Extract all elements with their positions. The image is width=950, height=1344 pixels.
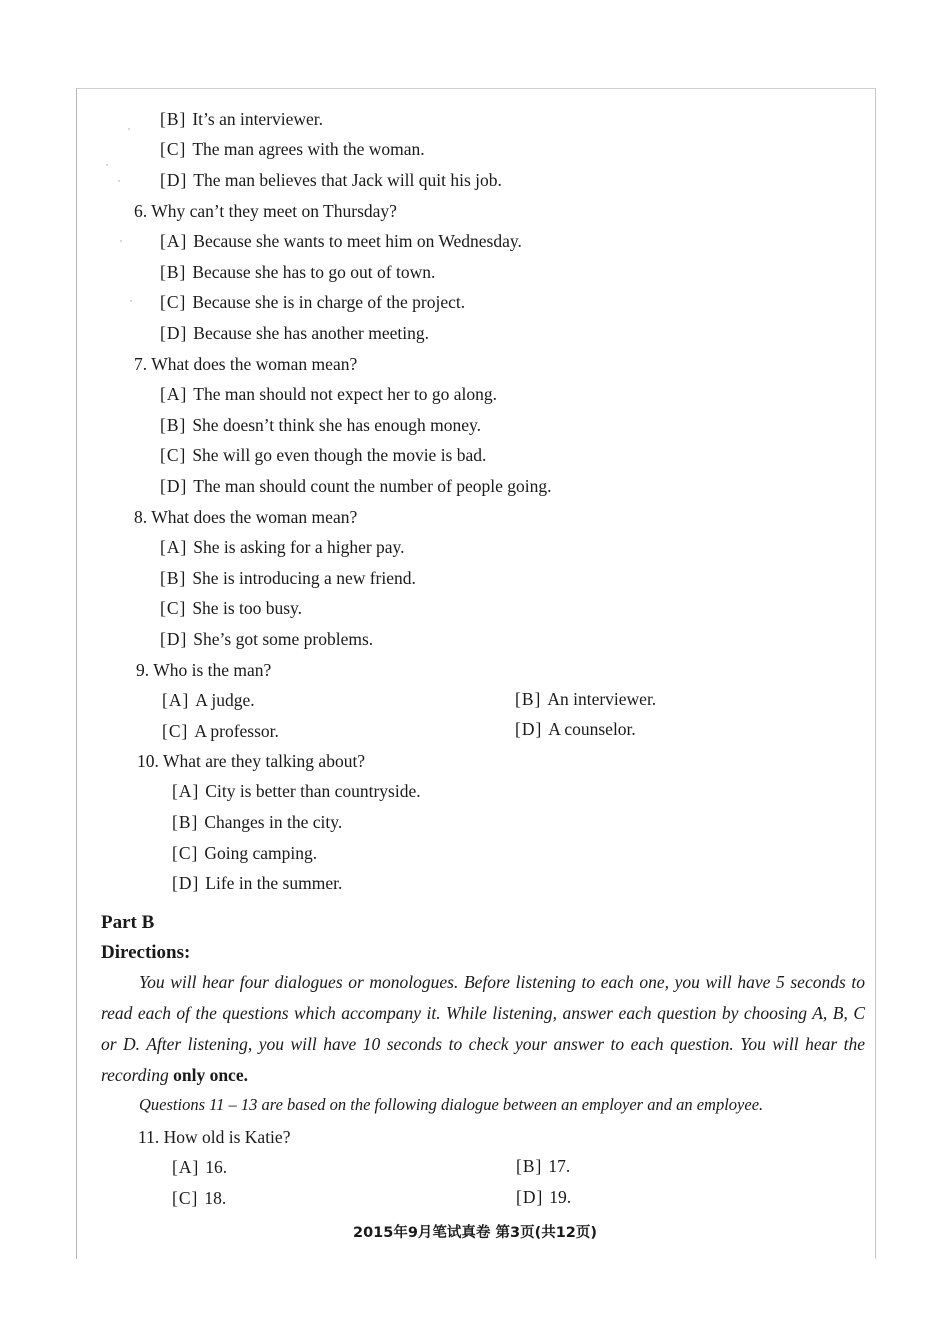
q10-option-b[interactable] [172, 811, 342, 833]
q5-option-d[interactable] [160, 169, 502, 191]
option-text: She is too busy. [192, 598, 303, 618]
option-letter: [B] [160, 415, 187, 435]
option-letter: [A] [160, 537, 188, 557]
option-letter: [A] [172, 781, 200, 801]
q10-option-c[interactable] [172, 842, 317, 864]
option-letter: [D] [160, 476, 188, 496]
option-letter: [D] [160, 170, 188, 190]
q10-option-a[interactable] [172, 780, 421, 802]
part-b-title: Part B [101, 912, 155, 933]
q9-option-d[interactable] [515, 718, 636, 740]
q11-option-d[interactable] [516, 1186, 571, 1208]
option-text: She’s got some problems. [193, 629, 374, 649]
question-text: Why can’t they meet on Thursday? [151, 201, 397, 221]
question-number: 9. [136, 660, 150, 680]
q9-option-c[interactable] [162, 720, 279, 742]
q8-question [134, 506, 357, 528]
directions-label: Directions: [101, 942, 191, 963]
q10-question [137, 750, 365, 772]
option-letter: [C] [162, 721, 189, 741]
q11-option-b[interactable] [516, 1155, 570, 1177]
question-number: 6. [134, 201, 148, 221]
question-text: Who is the man? [153, 660, 272, 680]
q9-option-a[interactable] [162, 689, 255, 711]
option-text: An interviewer. [547, 689, 657, 709]
option-text: Because she has to go out of town. [192, 262, 436, 282]
option-letter: [B] [160, 109, 187, 129]
option-text: The man believes that Jack will quit his job. [193, 170, 502, 190]
option-letter: [D] [160, 323, 188, 343]
q10-option-d[interactable] [172, 872, 342, 894]
q8-option-b[interactable] [160, 567, 416, 589]
q6-option-d[interactable] [160, 322, 429, 344]
option-letter: [D] [515, 719, 543, 739]
option-letter: [D] [516, 1187, 544, 1207]
q6-option-a[interactable] [160, 230, 522, 252]
q8-option-c[interactable] [160, 597, 302, 619]
option-text: City is better than countryside. [205, 781, 421, 801]
q11-option-a[interactable] [172, 1156, 227, 1178]
option-letter: [C] [160, 445, 187, 465]
scan-speck [120, 240, 122, 242]
option-letter: [A] [162, 690, 190, 710]
directions-emphasis: only once. [173, 1065, 248, 1085]
option-text: 18. [204, 1188, 227, 1208]
option-text: Going camping. [204, 843, 318, 863]
q9-option-b[interactable] [515, 688, 656, 710]
directions-text: You will hear four dialogues or monologues. Before listening to each one, you will have 5 seconds to read each of the questions which accompany it. While listening, answer each question by choosing A, B, C or D. After listening, you will have 10 seconds to check your answer to each question. You will hear the recording [101, 972, 865, 1085]
q7-option-d[interactable] [160, 475, 551, 497]
q9-question [136, 659, 271, 681]
question-text: What does the woman mean? [151, 507, 358, 527]
option-letter: [C] [160, 292, 187, 312]
directions-paragraph [101, 967, 865, 1091]
option-text: Life in the summer. [205, 873, 343, 893]
option-letter: [A] [160, 231, 188, 251]
q11-question [138, 1126, 290, 1148]
scan-speck [118, 180, 120, 182]
option-text: It’s an interviewer. [192, 109, 324, 129]
option-letter: [A] [172, 1157, 200, 1177]
option-letter: [A] [160, 384, 188, 404]
scan-speck [130, 300, 132, 302]
question-number: 8. [134, 507, 148, 527]
option-letter: [B] [516, 1156, 543, 1176]
option-text: 16. [205, 1157, 228, 1177]
option-text: A professor. [194, 721, 279, 741]
option-text: A judge. [195, 690, 255, 710]
q7-option-c[interactable] [160, 444, 486, 466]
q8-option-a[interactable] [160, 536, 405, 558]
option-text: She doesn’t think she has enough money. [192, 415, 482, 435]
option-letter: [B] [160, 568, 187, 588]
option-letter: [C] [172, 1188, 199, 1208]
scan-speck [106, 164, 108, 166]
option-letter: [C] [172, 843, 199, 863]
q11-option-c[interactable] [172, 1187, 226, 1209]
question-text: How old is Katie? [163, 1127, 291, 1147]
question-number: 11. [138, 1127, 160, 1147]
option-text: 19. [549, 1187, 572, 1207]
option-text: The man agrees with the woman. [192, 139, 425, 159]
q6-option-b[interactable] [160, 261, 435, 283]
option-text: Because she is in charge of the project. [192, 292, 466, 312]
questions-note: Questions 11 – 13 are based on the following dialogue between an employer and an employee. [139, 1095, 764, 1114]
q6-option-c[interactable] [160, 291, 465, 313]
option-text: The man should count the number of people going. [193, 476, 552, 496]
option-letter: [D] [160, 629, 188, 649]
q5-option-c[interactable] [160, 138, 425, 160]
option-text: She is introducing a new friend. [192, 568, 416, 588]
option-text: She will go even though the movie is bad. [192, 445, 487, 465]
q6-question [134, 200, 397, 222]
option-letter: [C] [160, 139, 187, 159]
option-letter: [B] [160, 262, 187, 282]
q5-option-b[interactable] [160, 108, 323, 130]
page-footer: 2015年9月笔试真卷 第3页(共12页) [352, 1225, 597, 1241]
option-text: Because she has another meeting. [193, 323, 429, 343]
q7-option-a[interactable] [160, 383, 497, 405]
option-text: Because she wants to meet him on Wednesday. [193, 231, 522, 251]
q8-option-d[interactable] [160, 628, 373, 650]
option-text: A counselor. [548, 719, 636, 739]
option-letter: [B] [172, 812, 199, 832]
question-number: 10. [137, 751, 159, 771]
q7-question [134, 353, 357, 375]
option-text: She is asking for a higher pay. [193, 537, 405, 557]
option-letter: [B] [515, 689, 542, 709]
question-number: 7. [134, 354, 148, 374]
option-text: The man should not expect her to go along. [193, 384, 498, 404]
option-letter: [D] [172, 873, 200, 893]
scan-speck [128, 128, 130, 130]
question-text: What are they talking about? [162, 751, 366, 771]
option-text: 17. [548, 1156, 571, 1176]
q7-option-b[interactable] [160, 414, 481, 436]
question-text: What does the woman mean? [151, 354, 358, 374]
option-text: Changes in the city. [204, 812, 343, 832]
option-letter: [C] [160, 598, 187, 618]
